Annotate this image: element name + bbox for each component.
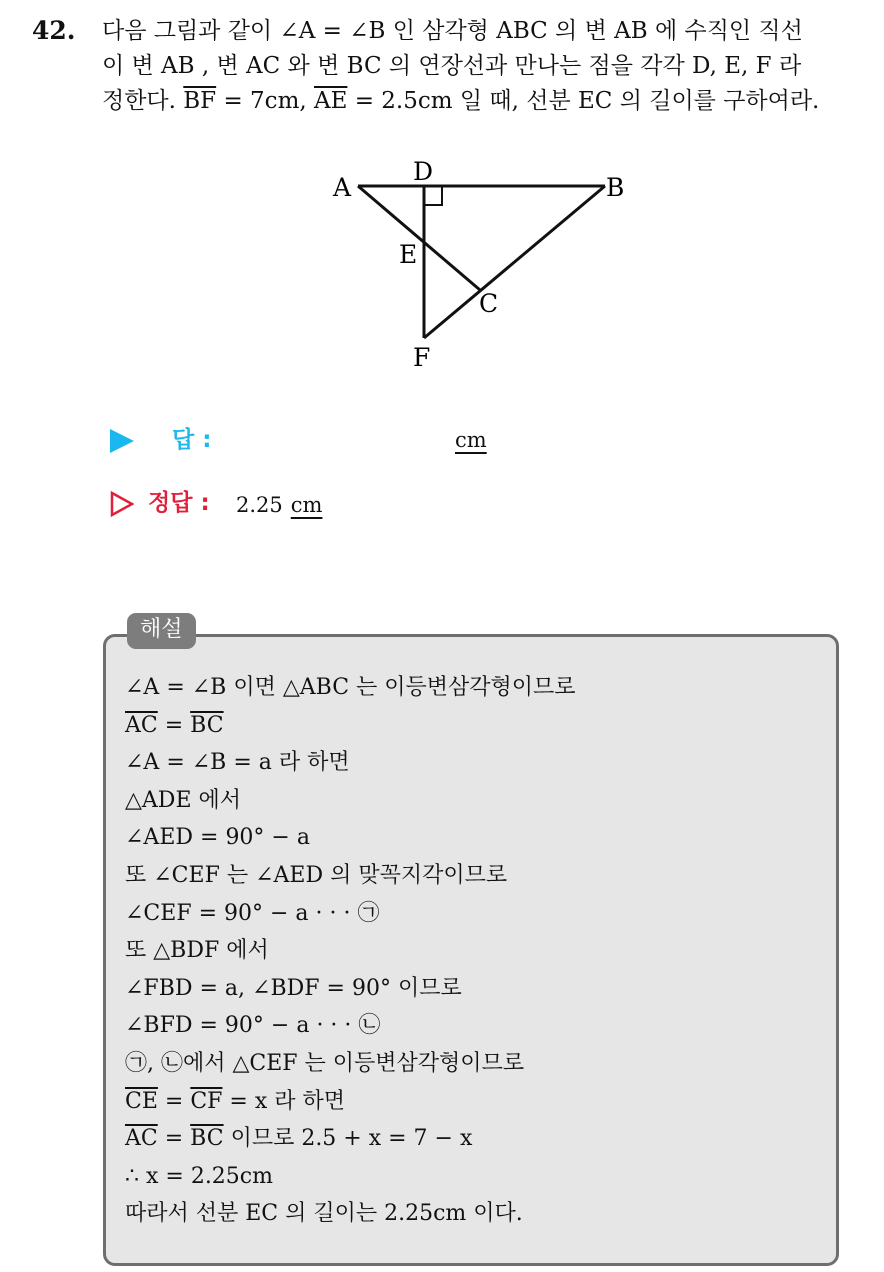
- answer-label: 답 :: [172, 427, 212, 453]
- correct-answer-label: 정답 :: [148, 490, 210, 516]
- segment-ce-label: $\overline{CE}$: [125, 1088, 158, 1114]
- answer-unit: cm: [455, 428, 487, 452]
- solution-line: ∠A = ∠B = a 라 하면: [125, 750, 350, 776]
- question-text: [102, 14, 872, 119]
- solution-line: [125, 1120, 825, 1158]
- segment-cf-label: $\overline{CF}$: [190, 1088, 223, 1114]
- solution-text-part: = x 라 하면: [222, 1088, 346, 1114]
- solution-text-part: 이므로 2.5 + x = 7 − x: [223, 1126, 473, 1152]
- solution-line: ∠CEF = 90° − a · · · ㉠: [125, 900, 380, 926]
- solution-line: 따라서 선분 EC 의 길이는 2.25cm 이다.: [125, 1201, 523, 1227]
- play-icon: [110, 429, 134, 453]
- solution-line: ∴ x = 2.25cm: [125, 1163, 273, 1189]
- solution-line: [125, 1083, 825, 1121]
- question-text-part: = 2.5cm 일 때, 선분 EC 의 길이를 구하여라.: [347, 88, 820, 114]
- question-text-part: 정한다.: [102, 88, 184, 114]
- solution-line: 또 △BDF 에서: [125, 938, 269, 964]
- correct-answer-number: 2.25: [236, 493, 283, 517]
- segment-bf: [424, 186, 605, 338]
- solution-line: ㉠, ㉡에서 △CEF 는 이등변삼각형이므로: [125, 1050, 525, 1076]
- question-line: 다음 그림과 같이 ∠A = ∠B 인 삼각형 ABC 의 변 AB 에 수직인 직선: [102, 18, 803, 44]
- correct-answer-row: [110, 488, 323, 518]
- solution-tag: 해설: [127, 613, 196, 649]
- solution-line: ∠AED = 90° − a: [125, 825, 310, 851]
- label-d: D: [413, 160, 434, 186]
- triangle-figure: [325, 160, 635, 380]
- label-e: E: [399, 240, 418, 269]
- label-a: A: [333, 173, 352, 202]
- question-line: 이 변 AB , 변 AC 와 변 BC 의 연장선과 만나는 점을 각각 D, E, F 라: [102, 53, 802, 79]
- label-c: C: [479, 289, 499, 318]
- solution-line: △ADE 에서: [125, 787, 242, 813]
- solution-text-part: =: [157, 1126, 191, 1152]
- label-f: F: [413, 343, 431, 372]
- question-line: [102, 84, 872, 119]
- label-b: B: [606, 173, 625, 202]
- solution-text: [125, 669, 825, 1233]
- segment-bf: $\overline{BF}$: [183, 88, 217, 114]
- solution-text-part: =: [157, 1088, 191, 1114]
- segment-ac: [358, 186, 480, 290]
- correct-answer-unit: cm: [290, 493, 323, 517]
- segment-ae: $\overline{AE}$: [314, 88, 348, 114]
- solution-text-part: =: [157, 712, 191, 738]
- play-outline-icon: [110, 491, 134, 517]
- question-text-part: = 7cm,: [216, 88, 314, 114]
- segment-bc-label: $\overline{BC}$: [190, 712, 224, 738]
- correct-answer-value: [236, 490, 322, 520]
- segment-bc-label: $\overline{BC}$: [190, 1126, 224, 1152]
- solution-line: ∠FBD = a, ∠BDF = 90° 이므로: [125, 975, 462, 1001]
- segment-ac-label: $\overline{AC}$: [125, 1126, 158, 1152]
- answer-row: [110, 425, 487, 455]
- question-number: 42.: [32, 16, 76, 45]
- solution-line: 또 ∠CEF 는 ∠AED 의 맞꼭지각이므로: [125, 862, 508, 888]
- solution-line: ∠A = ∠B 이면 △ABC 는 이등변삼각형이므로: [125, 675, 576, 700]
- solution-line: ∠BFD = 90° − a · · · ㉡: [125, 1013, 381, 1039]
- right-angle-mark: [424, 186, 442, 205]
- solution-line: [125, 707, 825, 745]
- segment-ac-label: $\overline{AC}$: [125, 712, 158, 738]
